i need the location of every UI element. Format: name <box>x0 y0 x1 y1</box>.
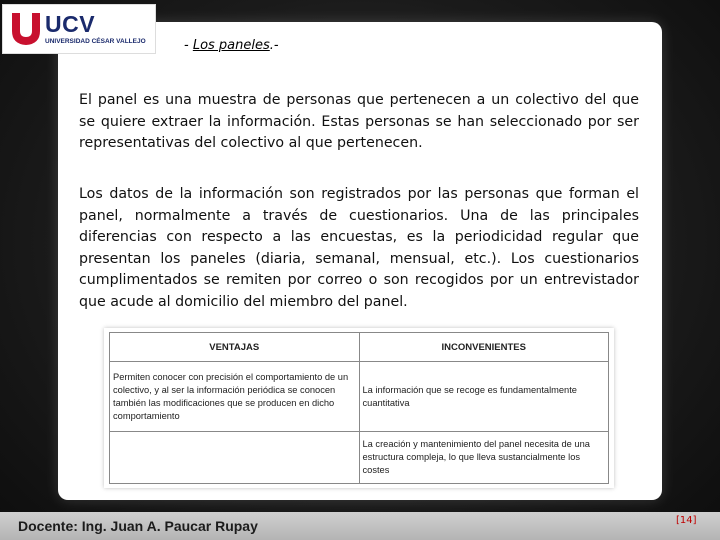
slide-title <box>184 38 279 53</box>
table-cell: Permiten conocer con precisión el comportamiento de un colectivo, y al ser la información periódica se conocen también las modificaciones que se producen en dicho comportamiento <box>110 362 360 432</box>
logo-wordmark: UCV <box>45 11 96 37</box>
page-number: [14] <box>676 515 697 526</box>
table-cell <box>110 432 360 484</box>
footer-docente: Docente: Ing. Juan A. Paucar Rupay <box>18 518 258 534</box>
logo-subtitle: UNIVERSIDAD CÉSAR VALLEJO <box>45 38 146 45</box>
table-row <box>110 432 609 484</box>
title-prefix: - <box>184 38 193 53</box>
pros-cons-table-image <box>104 328 614 488</box>
paragraph-data-collection: Los datos de la información son registrados por las personas que forman el panel, normalmente a través de cuestionarios. Una de las principales diferencias con respecto a las encuestas, es la periodicidad regular que presentan los paneles (diaria, semanal, mensual, etc.). Los cuestionarios cumplimentados se remiten por correo o son recogidos por un entrevistador que acude al domicilio del miembro del panel. <box>79 186 639 310</box>
title-text: Los paneles <box>192 38 270 53</box>
paragraph-definition: El panel es una muestra de personas que pertenecen a un colectivo del que se quiere extraer la información. Estas personas se han seleccionado por ser representativas del colectivo al que pertenecen. <box>79 92 639 151</box>
table-cell: La información que se recoge es fundamentalmente cuantitativa <box>359 362 609 432</box>
table-header-row <box>110 333 609 362</box>
table-cell: La creación y mantenimiento del panel necesita de una estructura compleja, lo que lleva sustancialmente los costes <box>359 432 609 484</box>
university-logo <box>2 4 156 54</box>
pros-cons-table <box>109 332 609 484</box>
title-suffix: .- <box>269 38 279 53</box>
header-inconvenientes: INCONVENIENTES <box>359 333 609 362</box>
header-ventajas: VENTAJAS <box>110 333 360 362</box>
ucv-emblem-icon <box>9 11 43 47</box>
table-row <box>110 362 609 432</box>
